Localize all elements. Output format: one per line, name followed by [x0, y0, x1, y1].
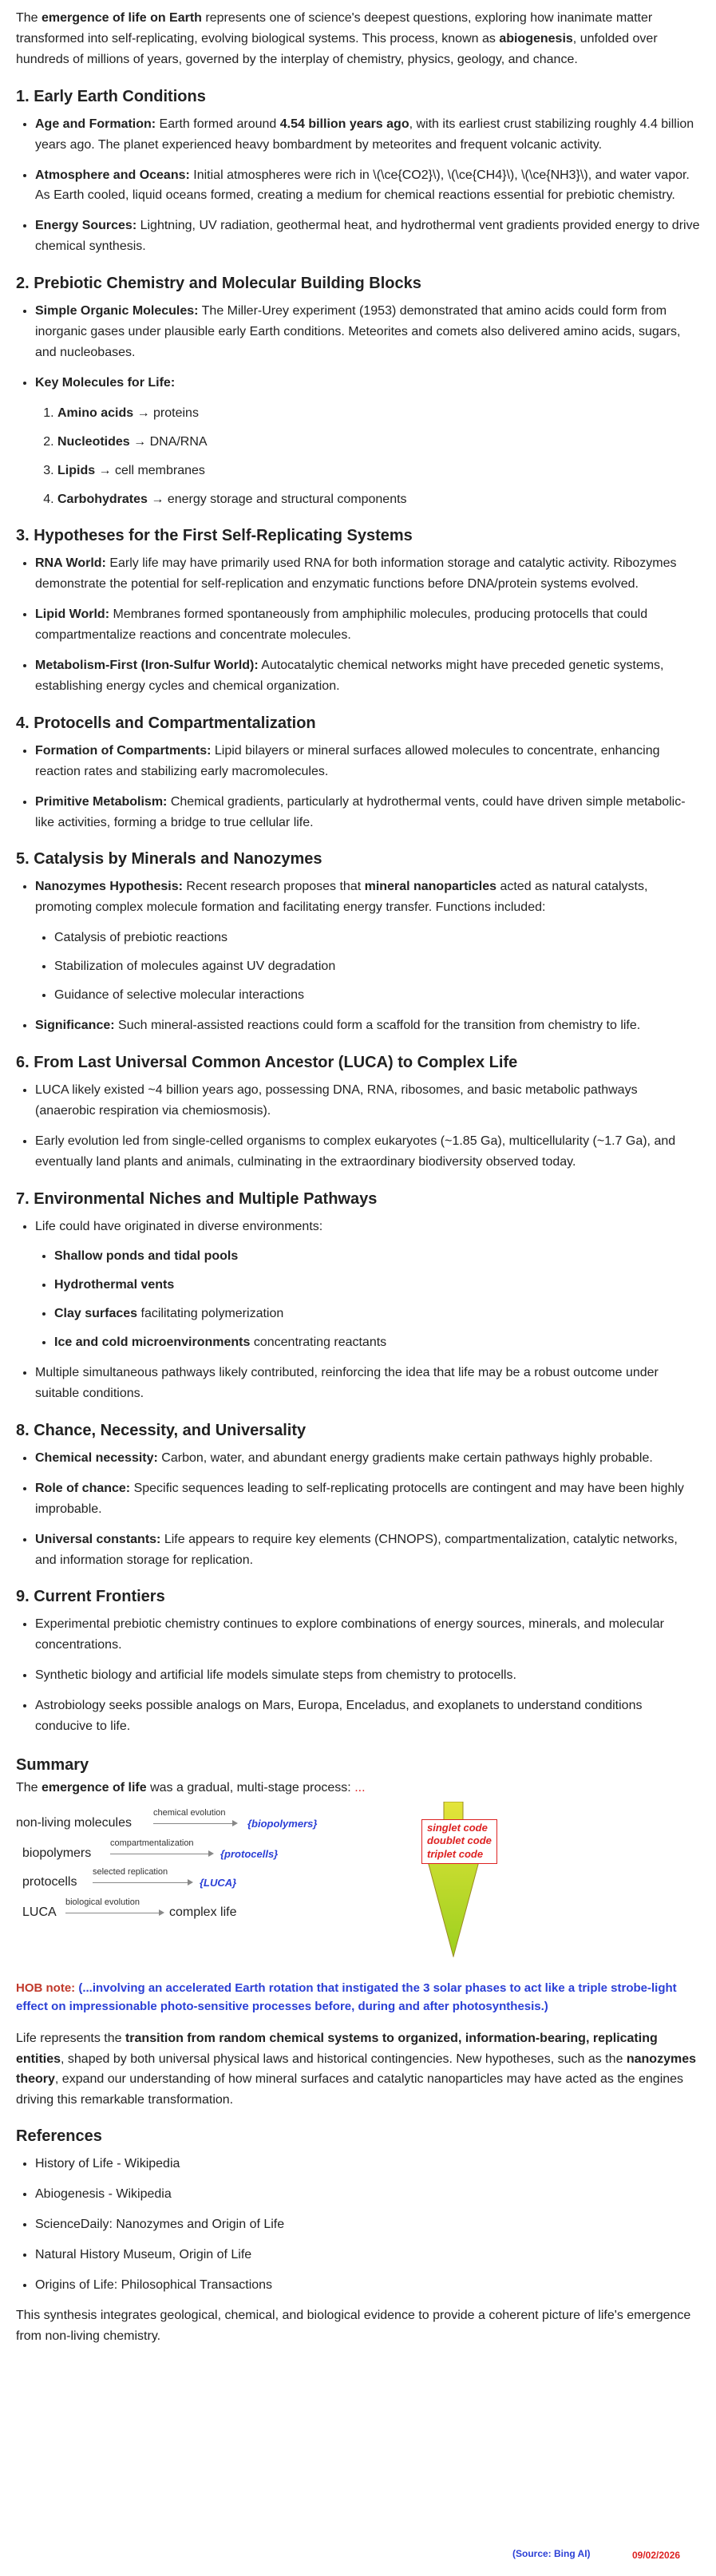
flow-label: compartmentalization: [110, 1838, 194, 1848]
list-item: [35, 165, 700, 207]
flow-source: biopolymers: [22, 1846, 92, 1860]
item-text: Such mineral-assisted reactions could form a scaffold for the transition from chemistry to life.: [114, 1019, 641, 1032]
item-label: Lipid World:: [35, 607, 110, 622]
reference-link[interactable]: • Natural History Museum, Origin of Life: [35, 2245, 700, 2265]
item-text: → energy storage and structural components: [147, 492, 407, 506]
list-item: [54, 1246, 700, 1267]
item-bold: Ice and cold microenvironments: [54, 1335, 251, 1350]
closing-bold: transition from random chemical systems to organized, information-bearing, replicating entities: [16, 2032, 658, 2066]
item-text: Lightning, UV radiation, geothermal heat, and hydrothermal vent gradients provided energy to drive chemical synthesis.: [35, 219, 700, 254]
list-item: [35, 655, 700, 697]
references-list: [16, 2154, 700, 2296]
code-label: singlet code: [427, 1821, 488, 1834]
code-label: triplet code: [427, 1848, 484, 1861]
item-label: Significance:: [35, 1019, 115, 1032]
reference-link[interactable]: • Abiogenesis - Wikipedia: [35, 2184, 700, 2205]
summary-paragraph: [16, 1778, 700, 1798]
closing-text: , shaped by both universal physical laws and historical contingencies. New hypotheses, such as the: [61, 2052, 627, 2066]
hob-tag: HOB note:: [16, 1980, 76, 1995]
item-text: Carbon, water, and abundant energy gradients make certain pathways highly probable.: [157, 1450, 653, 1465]
flow-label: selected replication: [93, 1866, 168, 1877]
section-title: 8. Chance, Necessity, and Universality: [16, 1421, 307, 1439]
item-bold: Shallow ponds and tidal pools: [54, 1249, 239, 1264]
reference-link[interactable]: • ScienceDaily: Nanozymes and Origin of Life: [35, 2214, 700, 2235]
summary-text: The: [16, 1780, 42, 1794]
hob-note: [16, 1979, 700, 2016]
list-item: [35, 1478, 700, 1520]
item-text: , with its earliest crust stabilizing roughly 4.4 billion years ago. The planet experienced heavy bombardment by meteorites and frequent volcanic activity.: [35, 117, 694, 152]
list-item: • Guidance of selective molecular interactions: [54, 985, 700, 1006]
list-item: [54, 1304, 700, 1324]
flow-label: chemical evolution: [153, 1807, 226, 1818]
item-text: Lipid bilayers or mineral surfaces allowed molecules to concentrate, enhancing reaction rates and stabilizing early macromolecules.: [35, 743, 660, 778]
list-item: [35, 553, 700, 595]
reference-link[interactable]: • Origins of Life: Philosophical Transactions: [35, 2275, 700, 2296]
section-list: [16, 1614, 700, 1737]
item-label: Age and Formation:: [35, 117, 156, 131]
item-bold: Nucleotides: [57, 434, 130, 449]
list-item: • Synthetic biology and artificial life models simulate steps from chemistry to protocells.: [35, 1665, 700, 1686]
section-title: 2. Prebiotic Chemistry and Molecular Building Blocks: [16, 275, 421, 293]
flow-result: complex life: [169, 1905, 237, 1919]
section-title: 4. Protocells and Compartmentalization: [16, 714, 316, 732]
section-list: [16, 1448, 700, 1571]
item-bold: Clay surfaces: [54, 1307, 138, 1321]
section-list: [16, 1080, 700, 1173]
intro-text: The: [16, 11, 42, 25]
item-label: Chemical necessity:: [35, 1450, 158, 1465]
item-bold: Lipids: [57, 463, 96, 477]
list-item: • Stabilization of molecules against UV degradation: [54, 956, 700, 977]
item-label: Formation of Compartments:: [35, 743, 212, 758]
key-molecules-list: [35, 403, 700, 510]
list-item: [57, 461, 700, 481]
summary-dots: ...: [350, 1780, 366, 1794]
item-text: → DNA/RNA: [129, 434, 208, 449]
flow-arrow: [153, 1823, 236, 1824]
flow-arrow: [93, 1882, 192, 1883]
item-text: Recent research proposes that: [182, 880, 365, 894]
item-bold: mineral nanoparticles: [364, 880, 497, 894]
summary-text: was a gradual, multi-stage process:: [146, 1780, 351, 1794]
section-list: [16, 876, 700, 1035]
item-text: Life could have originated in diverse environments:: [35, 1219, 323, 1233]
item-text: Early life may have primarily used RNA for both information storage and catalytic activity. Ribozymes demonstrate the potential for self-replication and enzymatic functions before DNA/protein systems evolved.: [35, 556, 677, 592]
list-item: [54, 1275, 700, 1296]
section-list: [16, 553, 700, 696]
item-label: Universal constants:: [35, 1532, 161, 1546]
list-item: • Catalysis of prebiotic reactions: [54, 928, 700, 948]
reference-link[interactable]: • History of Life - Wikipedia: [35, 2154, 700, 2174]
item-label: Atmosphere and Oceans:: [35, 168, 190, 182]
section-title: 1. Early Earth Conditions: [16, 87, 206, 105]
item-label: RNA World:: [35, 556, 106, 571]
list-item: [35, 373, 700, 510]
item-text: Specific sequences leading to self-replicating protocells are contingent and may have been highly improbable.: [35, 1481, 684, 1516]
flow-source: non-living molecules: [16, 1815, 132, 1830]
environments-list: [35, 1246, 700, 1353]
summary-title: Summary: [16, 1755, 89, 1774]
section-title: 9. Current Frontiers: [16, 1588, 165, 1606]
list-item: • Experimental prebiotic chemistry continues to explore combinations of energy sources, minerals, and molecular concentrations.: [35, 1614, 700, 1656]
item-text: concentrating reactants: [250, 1335, 387, 1350]
section-title: 6. From Last Universal Common Ancestor (LUCA) to Complex Life: [16, 1053, 518, 1071]
closing-bold: nanozymes theory: [16, 2052, 696, 2087]
flow-label: biological evolution: [65, 1897, 140, 1907]
final-paragraph: This synthesis integrates geological, chemical, and biological evidence to provide a coherent picture of life's emergence from non-living chemistry.: [16, 2308, 691, 2343]
list-item: [35, 604, 700, 646]
intro-paragraph: [16, 8, 700, 70]
section-title: 7. Environmental Niches and Multiple Pathways: [16, 1189, 378, 1208]
list-item: [35, 876, 700, 1006]
list-item: • Early evolution led from single-celled organisms to complex eukaryotes (~1.85 Ga), multicellularity (~1.7 Ga), and eventually land plants and animals, culminating in the extraordinary biodiversity observed today.: [35, 1131, 700, 1173]
item-text: The Miller-Urey experiment (1953) demonstrated that amino acids could form from inorganic gases under plausible early Earth conditions. Meteorites and comets also delivered amino acids, sugars, and nucleobases.: [35, 304, 681, 359]
section-list: [16, 114, 700, 257]
list-item: • Multiple simultaneous pathways likely contributed, reinforcing the idea that life may be a robust outcome under suitable conditions.: [35, 1363, 700, 1404]
item-text: Membranes formed spontaneously from amphiphilic molecules, producing protocells that could compartmentalize reactions and concentrate molecules.: [35, 607, 648, 643]
list-item: [35, 114, 700, 156]
list-item: [35, 1015, 700, 1036]
section-title: 3. Hypotheses for the First Self-Replicating Systems: [16, 527, 413, 545]
item-label: Nanozymes Hypothesis:: [35, 880, 183, 894]
flow-result: {protocells}: [220, 1847, 279, 1860]
section-list: [16, 301, 700, 509]
list-item: • Astrobiology seeks possible analogs on Mars, Europa, Enceladus, and exoplanets to understand conditions conducive to life.: [35, 1696, 700, 1737]
list-item: [35, 216, 700, 257]
references-title: References: [16, 2127, 102, 2146]
summary-bold: emergence of life: [42, 1780, 147, 1794]
item-label: Energy Sources:: [35, 219, 137, 233]
list-item: [57, 432, 700, 453]
intro-text: represents one of science's deepest questions, exploring how inanimate matter transformed into self-replicating, evolving biological systems. This process, known as: [16, 11, 653, 46]
section-title: 5. Catalysis by Minerals and Nanozymes: [16, 850, 322, 869]
list-item: [35, 301, 700, 363]
closing-text: Life represents the: [16, 2032, 125, 2046]
flow-source: protocells: [22, 1874, 77, 1889]
list-item: [35, 1529, 700, 1571]
item-text: → proteins: [133, 406, 199, 420]
intro-bold: emergence of life on Earth: [42, 11, 202, 25]
flow-result: {LUCA}: [200, 1876, 237, 1889]
hob-text: (...involving an accelerated Earth rotation that instigated the 3 solar phases to act like a triple strobe-light effect on impressionable photo-sensitive processes before, during and after photosynthesis.): [16, 1980, 677, 2013]
intro-text: , unfolded over hundreds of millions of years, governed by the interplay of chemistry, physics, geology, and chance.: [16, 31, 658, 66]
item-text: acted as natural catalysts, promoting complex molecule formation and facilitating energy transfer. Functions included:: [35, 880, 648, 915]
item-bold: Hydrothermal vents: [54, 1278, 175, 1292]
list-item: [35, 1448, 700, 1469]
item-text: Initial atmospheres were rich in \(\ce{CO2}\), \(\ce{CH4}\), \(\ce{NH3}\), and water vapor. As Earth cooled, liquid oceans formed, creating a medium for chemical reactions essential for prebiotic chemistry.: [35, 168, 690, 203]
item-bold: 4.54 billion years ago: [279, 117, 409, 131]
item-label: Primitive Metabolism:: [35, 794, 168, 809]
item-bold: Carbohydrates: [57, 492, 148, 506]
intro-bold: abiogenesis: [499, 31, 573, 46]
list-item: [35, 1217, 700, 1354]
item-text: Autocatalytic chemical networks might have preceded genetic systems, establishing energy cycles and chemical organization.: [35, 659, 664, 693]
section-list: [16, 1217, 700, 1404]
process-flow: [16, 1802, 700, 1961]
list-item: • LUCA likely existed ~4 billion years ago, possessing DNA, RNA, ribosomes, and basic metabolic pathways (anaerobic respiration via chemiosmosis).: [35, 1080, 700, 1122]
flow-result: {biopolymers}: [247, 1817, 318, 1830]
functions-list: [35, 928, 700, 1006]
closing-text: , expand our understanding of how mineral surfaces and catalytic nanoparticles may have acted as the engines driving this remarkable transformation.: [16, 2072, 684, 2107]
flow-source: LUCA: [22, 1905, 57, 1919]
list-item: [57, 403, 700, 424]
item-text: Earth formed around: [156, 117, 280, 131]
section-list: [16, 741, 700, 833]
item-label: Key Molecules for Life:: [35, 375, 176, 390]
date-stamp: 09/02/2026: [632, 2550, 681, 2561]
item-text: facilitating polymerization: [137, 1307, 284, 1321]
code-box: [421, 1819, 497, 1865]
list-item: [57, 489, 700, 510]
code-label: doublet code: [427, 1834, 492, 1847]
item-bold: Amino acids: [57, 406, 134, 420]
list-item: [54, 1332, 700, 1353]
list-item: [35, 792, 700, 833]
item-label: Role of chance:: [35, 1481, 131, 1495]
list-item: [35, 741, 700, 782]
closing-paragraph: [16, 2028, 700, 2110]
item-label: Simple Organic Molecules:: [35, 304, 199, 319]
item-text: → cell membranes: [95, 463, 205, 477]
item-text: Life appears to require key elements (CHNOPS), compartmentalization, catalytic networks, and information storage for replication.: [35, 1532, 678, 1567]
item-text: Chemical gradients, particularly at hydrothermal vents, could have driven simple metabolic-like activities, forming a bridge to true cellular life.: [35, 794, 686, 829]
item-label: Metabolism-First (Iron-Sulfur World):: [35, 659, 259, 673]
source-credit: (Source: Bing AI): [512, 2548, 591, 2559]
